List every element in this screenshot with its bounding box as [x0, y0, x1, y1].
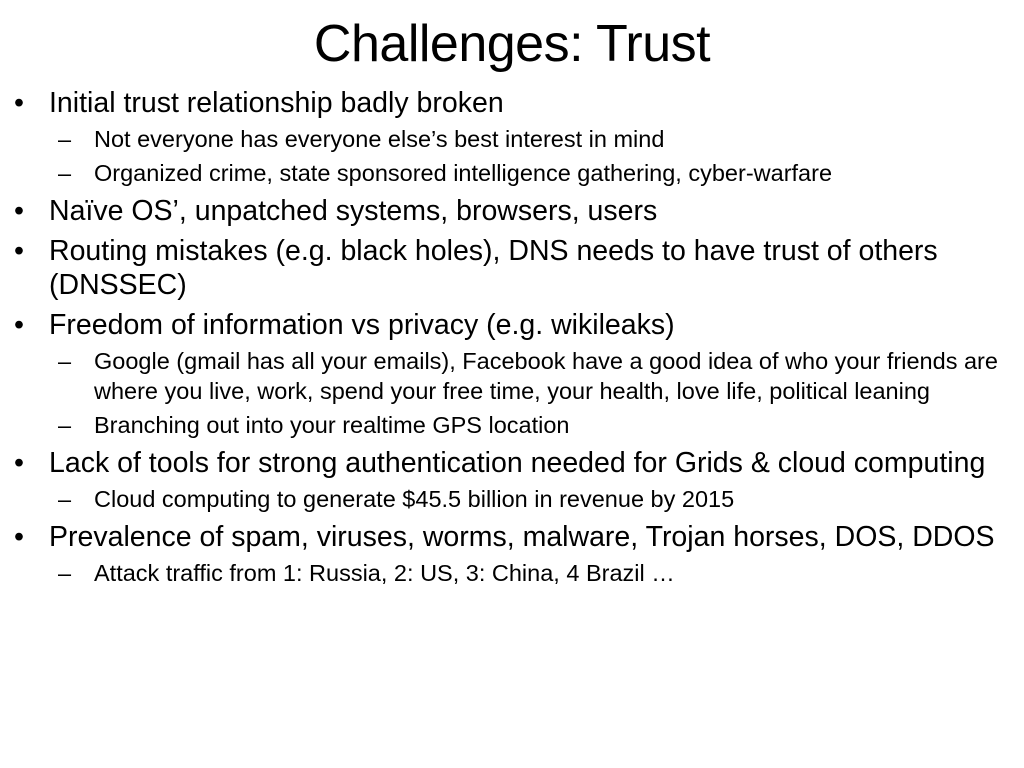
bullet-marker: •: [14, 309, 24, 341]
bullet-text: Initial trust relationship badly broken: [49, 87, 504, 119]
bullet-marker: •: [14, 447, 24, 479]
sub-bullet-marker: –: [58, 126, 72, 152]
bullet-item: [0, 308, 1024, 342]
sub-bullet-text: Not everyone has everyone else’s best interest in mind: [94, 126, 665, 152]
sub-bullet-item: [0, 558, 1024, 588]
sub-bullet-marker: –: [58, 486, 72, 512]
sub-bullet-text: Branching out into your realtime GPS location: [94, 412, 570, 438]
sub-bullet-item: [0, 484, 1024, 514]
sub-bullet-text: Organized crime, state sponsored intelligence gathering, cyber-warfare: [94, 160, 833, 186]
bullet-item: [0, 194, 1024, 228]
sub-bullet-marker: –: [58, 412, 72, 438]
bullet-list: [0, 80, 1024, 588]
sub-bullet-text: Attack traffic from 1: Russia, 2: US, 3: China, 4 Brazil …: [94, 560, 675, 586]
bullet-item: [0, 234, 1024, 302]
sub-bullet-item: [0, 410, 1024, 440]
bullet-text: Prevalence of spam, viruses, worms, malware, Trojan horses, DOS, DDOS: [49, 521, 995, 553]
bullet-marker: •: [14, 87, 24, 119]
bullet-text: Naïve OS’, unpatched systems, browsers, users: [49, 195, 658, 227]
sub-bullet-item: [0, 124, 1024, 154]
bullet-item: [0, 86, 1024, 120]
sub-bullet-marker: –: [58, 560, 72, 586]
bullet-text: Freedom of information vs privacy (e.g. wikileaks): [49, 309, 675, 341]
bullet-marker: •: [14, 235, 24, 267]
sub-bullet-marker: –: [58, 348, 72, 374]
bullet-marker: •: [14, 521, 24, 553]
bullet-text: Routing mistakes (e.g. black holes), DNS needs to have trust of others (DNSSEC): [49, 235, 938, 301]
sub-bullet-marker: –: [58, 160, 72, 186]
bullet-item: [0, 446, 1024, 480]
sub-bullet-text: Google (gmail has all your emails), Facebook have a good idea of who your friends are where you live, work, spend your free time, your health, love life, political leaning: [94, 348, 998, 404]
sub-bullet-text: Cloud computing to generate $45.5 billion in revenue by 2015: [94, 486, 735, 512]
sub-bullet-item: [0, 158, 1024, 188]
bullet-text: Lack of tools for strong authentication needed for Grids & cloud computing: [49, 447, 986, 479]
bullet-item: [0, 520, 1024, 554]
bullet-marker: •: [14, 195, 24, 227]
sub-bullet-item: [0, 346, 1024, 406]
slide-title: Challenges: Trust: [313, 15, 711, 73]
